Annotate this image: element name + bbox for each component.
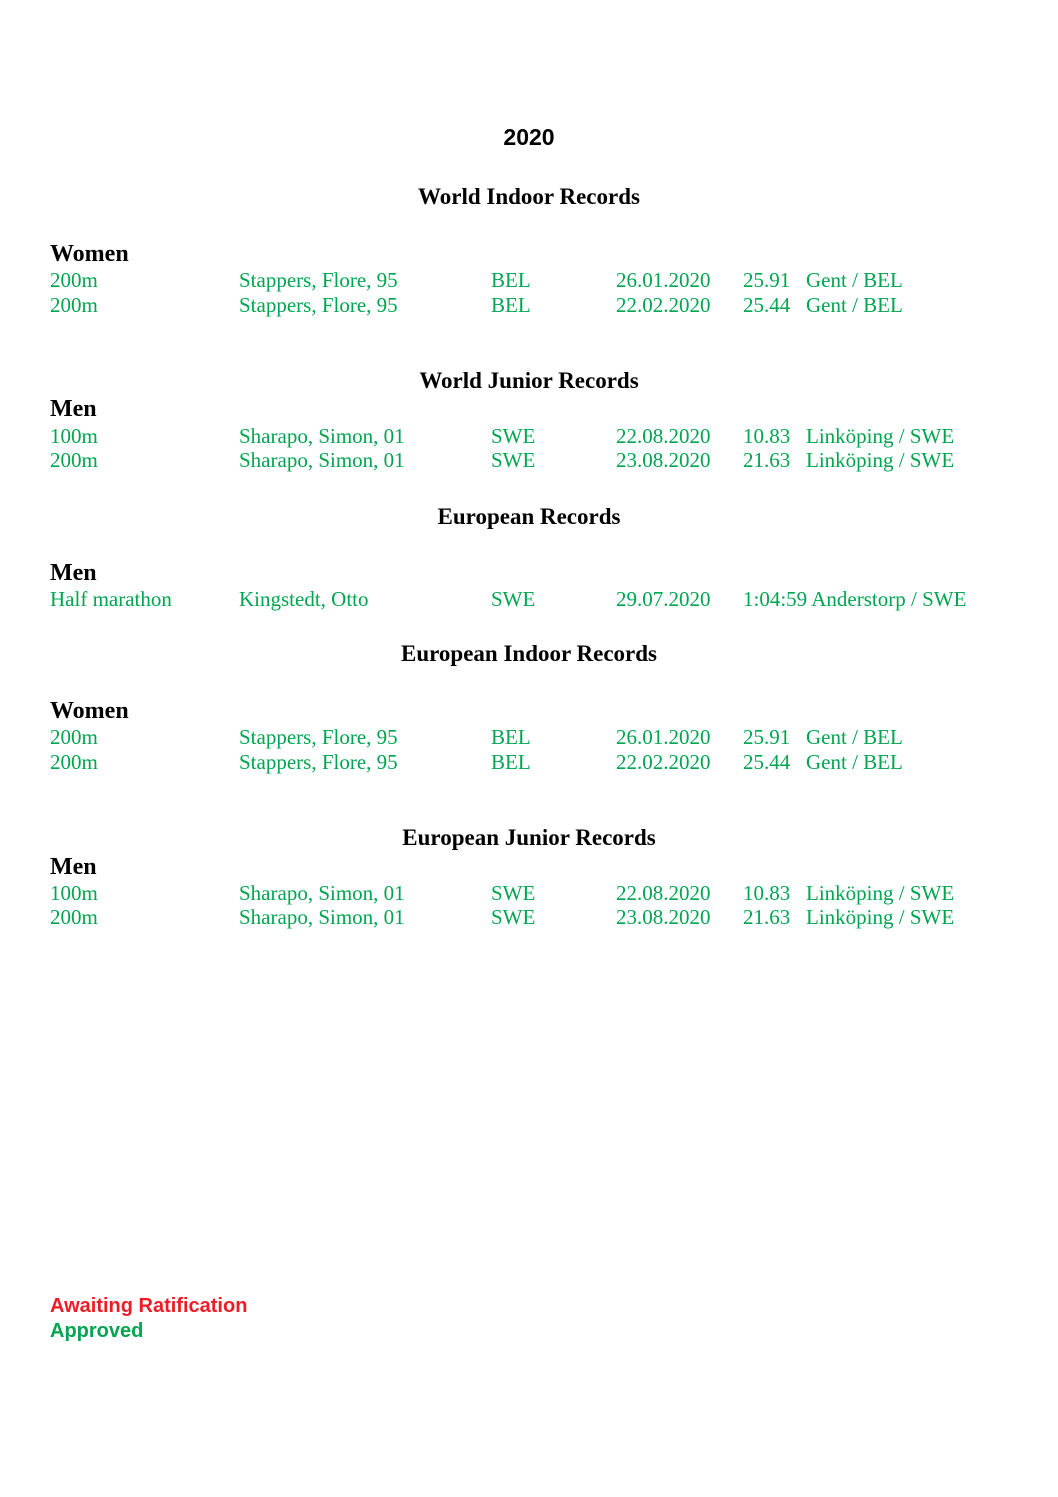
- venue-cell: Linköping / SWE: [806, 881, 955, 905]
- nation-cell: BEL: [491, 293, 531, 317]
- group-label-men: Men: [50, 560, 97, 586]
- record-row: [0, 881, 1058, 906]
- venue-cell: Linköping / SWE: [806, 905, 955, 929]
- group-label-women: Women: [50, 241, 129, 267]
- mark-cell: 21.63: [743, 448, 791, 472]
- section-title-world-junior: World Junior Records: [419, 368, 639, 393]
- record-row: [0, 424, 1058, 449]
- venue-cell: Linköping / SWE: [806, 448, 955, 472]
- date-cell: 22.08.2020: [616, 881, 711, 905]
- date-cell: 22.02.2020: [616, 750, 711, 774]
- date-cell: 26.01.2020: [616, 268, 711, 292]
- year-heading: 2020: [503, 124, 555, 150]
- mark-cell: 10.83: [743, 424, 791, 448]
- mark-cell: 21.63: [743, 905, 791, 929]
- legend-awaiting-ratification: Awaiting Ratification: [50, 1295, 248, 1317]
- date-cell: 22.02.2020: [616, 293, 711, 317]
- nation-cell: BEL: [491, 268, 531, 292]
- venue-cell: Gent / BEL: [806, 268, 903, 292]
- athlete-cell: Kingstedt, Otto: [239, 587, 369, 611]
- date-cell: 23.08.2020: [616, 905, 711, 929]
- section-title-european-junior: European Junior Records: [402, 825, 656, 850]
- group-label-men: Men: [50, 396, 97, 422]
- mark-cell: 25.91: [743, 268, 791, 292]
- nation-cell: SWE: [491, 881, 536, 905]
- athlete-cell: Stappers, Flore, 95: [239, 750, 398, 774]
- date-cell: 26.01.2020: [616, 725, 711, 749]
- date-cell: 22.08.2020: [616, 424, 711, 448]
- venue-cell: Gent / BEL: [806, 293, 903, 317]
- event-cell: Half marathon: [50, 587, 172, 611]
- section-title-world-indoor: World Indoor Records: [418, 184, 640, 209]
- athlete-cell: Stappers, Flore, 95: [239, 725, 398, 749]
- athlete-cell: Sharapo, Simon, 01: [239, 905, 405, 929]
- nation-cell: SWE: [491, 587, 536, 611]
- record-row: [0, 268, 1058, 293]
- event-cell: 200m: [50, 750, 98, 774]
- record-row: [0, 293, 1058, 318]
- date-cell: 29.07.2020: [616, 587, 711, 611]
- event-cell: 200m: [50, 293, 98, 317]
- legend-approved: Approved: [50, 1320, 144, 1342]
- nation-cell: SWE: [491, 448, 536, 472]
- event-cell: 200m: [50, 268, 98, 292]
- nation-cell: SWE: [491, 905, 536, 929]
- athlete-cell: Stappers, Flore, 95: [239, 293, 398, 317]
- record-row: [0, 448, 1058, 473]
- record-row: [0, 905, 1058, 930]
- event-cell: 200m: [50, 448, 98, 472]
- mark-cell: 10.83: [743, 881, 791, 905]
- section-title-european-indoor: European Indoor Records: [400, 641, 658, 666]
- date-cell: 23.08.2020: [616, 448, 711, 472]
- athlete-cell: Stappers, Flore, 95: [239, 268, 398, 292]
- athlete-cell: Sharapo, Simon, 01: [239, 448, 405, 472]
- group-label-women: Women: [50, 698, 129, 724]
- nation-cell: BEL: [491, 750, 531, 774]
- event-cell: 100m: [50, 424, 98, 448]
- group-label-men: Men: [50, 854, 97, 880]
- record-row: [0, 750, 1058, 775]
- section-title-european: European Records: [437, 504, 621, 529]
- record-row: [0, 725, 1058, 750]
- event-cell: 200m: [50, 725, 98, 749]
- mark-cell: 25.44: [743, 293, 791, 317]
- venue-cell: Gent / BEL: [806, 725, 903, 749]
- athlete-cell: Sharapo, Simon, 01: [239, 881, 405, 905]
- mark-venue-cell: 1:04:59 Anderstorp / SWE: [743, 587, 967, 611]
- venue-cell: Gent / BEL: [806, 750, 903, 774]
- event-cell: 200m: [50, 905, 98, 929]
- athlete-cell: Sharapo, Simon, 01: [239, 424, 405, 448]
- event-cell: 100m: [50, 881, 98, 905]
- venue-cell: Linköping / SWE: [806, 424, 955, 448]
- nation-cell: BEL: [491, 725, 531, 749]
- mark-cell: 25.91: [743, 725, 791, 749]
- nation-cell: SWE: [491, 424, 536, 448]
- record-row: [0, 587, 1058, 612]
- mark-cell: 25.44: [743, 750, 791, 774]
